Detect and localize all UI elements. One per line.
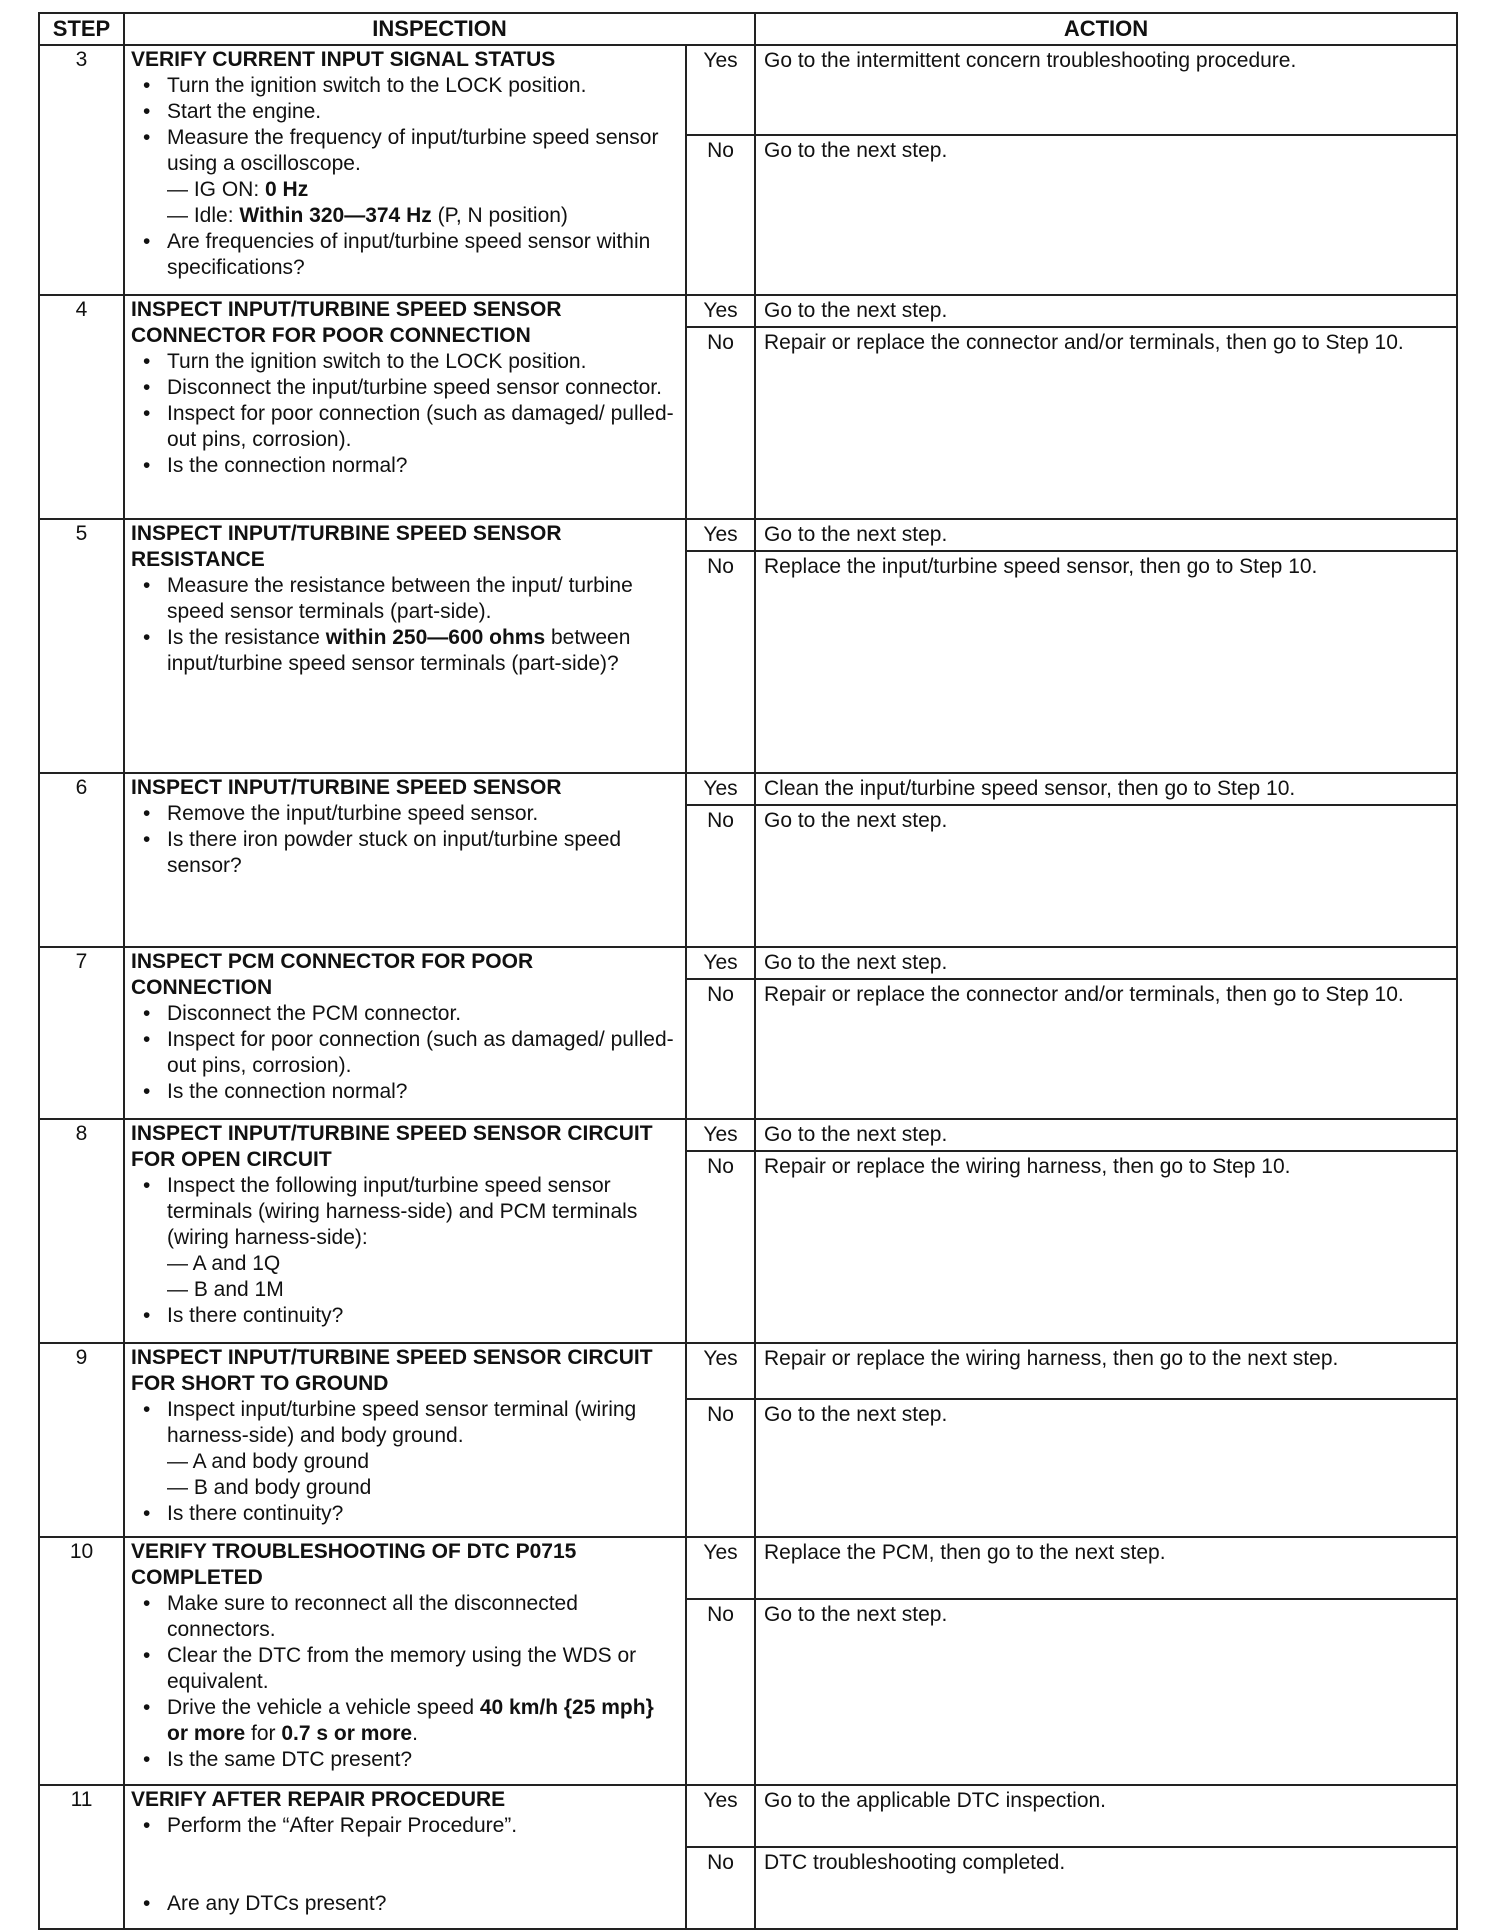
no-label: No xyxy=(686,1151,755,1343)
list-item: • Disconnect the PCM connector. xyxy=(167,1001,679,1027)
yes-action: Go to the intermittent concern troubleshooting procedure. xyxy=(755,45,1457,135)
yes-label: Yes xyxy=(686,1343,755,1399)
step-row-10-yes xyxy=(39,1537,1457,1599)
list-item: • Drive the vehicle a vehicle speed 40 km/h {25 mph} or more for 0.7 s or more. xyxy=(167,1695,679,1747)
yes-action: Clean the input/turbine speed sensor, then go to Step 10. xyxy=(755,773,1457,805)
no-action: Replace the input/turbine speed sensor, then go to Step 10. xyxy=(755,551,1457,773)
no-label: No xyxy=(686,327,755,519)
list-item: • Inspect input/turbine speed sensor terminal (wiring harness-side) and body ground. — A and body ground — B and body ground xyxy=(167,1397,679,1501)
no-label: No xyxy=(686,551,755,773)
inspection-cell xyxy=(124,1785,686,1929)
no-action: Repair or replace the connector and/or terminals, then go to Step 10. xyxy=(755,979,1457,1119)
header-action: ACTION xyxy=(755,13,1457,45)
inspection-title: INSPECT INPUT/TURBINE SPEED SENSOR CIRCUIT FOR SHORT TO GROUND xyxy=(131,1346,653,1395)
inspection-list xyxy=(131,349,679,479)
step-row-6-yes xyxy=(39,773,1457,805)
inspection-cell xyxy=(124,947,686,1119)
list-item: • Turn the ignition switch to the LOCK position. xyxy=(167,73,679,99)
step-row-9-yes xyxy=(39,1343,1457,1399)
yes-label: Yes xyxy=(686,773,755,805)
step-number: 5 xyxy=(39,519,124,773)
inspection-list xyxy=(131,1591,679,1773)
inspection-cell xyxy=(124,295,686,519)
list-item: • Is the connection normal? xyxy=(167,1079,679,1105)
no-label: No xyxy=(686,1399,755,1537)
list-item: • Make sure to reconnect all the disconnected connectors. xyxy=(167,1591,679,1643)
spacer xyxy=(131,1865,679,1891)
yes-label: Yes xyxy=(686,1537,755,1599)
header-inspection: INSPECTION xyxy=(124,13,755,45)
list-item: • Disconnect the input/turbine speed sensor connector. xyxy=(167,375,679,401)
yes-action: Go to the next step. xyxy=(755,519,1457,551)
step-number: 6 xyxy=(39,773,124,947)
inspection-list xyxy=(131,573,679,677)
no-action: Go to the next step. xyxy=(755,1399,1457,1537)
list-item: • Is there iron powder stuck on input/turbine speed sensor? xyxy=(167,827,679,879)
list-item: • Turn the ignition switch to the LOCK position. xyxy=(167,349,679,375)
list-item: • Inspect the following input/turbine speed sensor terminals (wiring harness-side) and PCM terminals (wiring harness-side): — A and 1Q — B and 1M xyxy=(167,1173,679,1303)
inspection-cell xyxy=(124,1343,686,1537)
step-number: 11 xyxy=(39,1785,124,1929)
inspection-cell xyxy=(124,519,686,773)
yes-action: Replace the PCM, then go to the next step. xyxy=(755,1537,1457,1599)
list-item: • Is the connection normal? xyxy=(167,453,679,479)
inspection-title: VERIFY TROUBLESHOOTING OF DTC P0715 COMPLETED xyxy=(131,1540,577,1589)
no-action: Go to the next step. xyxy=(755,135,1457,295)
step-row-7-yes xyxy=(39,947,1457,979)
step-number: 8 xyxy=(39,1119,124,1343)
spec-line: — IG ON: 0 Hz xyxy=(167,178,309,201)
header-row xyxy=(39,13,1457,45)
header-step: STEP xyxy=(39,13,124,45)
spec-line: — B and 1M xyxy=(167,1278,284,1301)
yes-label: Yes xyxy=(686,1119,755,1151)
inspection-list xyxy=(131,1397,679,1527)
yes-action: Go to the next step. xyxy=(755,1119,1457,1151)
spec-line: — A and body ground xyxy=(167,1450,369,1473)
spacer xyxy=(131,1839,679,1865)
list-item: • Is the same DTC present? xyxy=(167,1747,679,1773)
list-item: • Are any DTCs present? xyxy=(167,1891,679,1917)
inspection-title: VERIFY CURRENT INPUT SIGNAL STATUS xyxy=(131,48,556,71)
inspection-cell xyxy=(124,45,686,295)
yes-action: Go to the applicable DTC inspection. xyxy=(755,1785,1457,1847)
inspection-title: INSPECT INPUT/TURBINE SPEED SENSOR xyxy=(131,776,562,799)
list-item: • Inspect for poor connection (such as damaged/ pulled-out pins, corrosion). xyxy=(167,1027,679,1079)
step-number: 3 xyxy=(39,45,124,295)
list-item: • Clear the DTC from the memory using the WDS or equivalent. xyxy=(167,1643,679,1695)
list-item: • Is the resistance within 250—600 ohms between input/turbine speed sensor terminals (part-side)? xyxy=(167,625,679,677)
step-number: 7 xyxy=(39,947,124,1119)
step-number: 10 xyxy=(39,1537,124,1785)
no-action: DTC troubleshooting completed. xyxy=(755,1847,1457,1929)
step-row-11-yes xyxy=(39,1785,1457,1847)
list-item: • Remove the input/turbine speed sensor. xyxy=(167,801,679,827)
list-item: • Inspect for poor connection (such as damaged/ pulled-out pins, corrosion). xyxy=(167,401,679,453)
spec-line: — B and body ground xyxy=(167,1476,372,1499)
inspection-title: INSPECT INPUT/TURBINE SPEED SENSOR CIRCUIT FOR OPEN CIRCUIT xyxy=(131,1122,653,1171)
inspection-list xyxy=(131,1001,679,1105)
yes-label: Yes xyxy=(686,45,755,135)
step-row-8-yes xyxy=(39,1119,1457,1151)
yes-action: Repair or replace the wiring harness, then go to the next step. xyxy=(755,1343,1457,1399)
list-item: • Measure the resistance between the input/ turbine speed sensor terminals (part-side). xyxy=(167,573,679,625)
spec-line: — A and 1Q xyxy=(167,1252,281,1275)
inspection-list xyxy=(131,1891,679,1917)
inspection-cell xyxy=(124,1537,686,1785)
inspection-cell xyxy=(124,773,686,947)
step-number: 4 xyxy=(39,295,124,519)
list-item: • Are frequencies of input/turbine speed sensor within specifications? xyxy=(167,229,679,281)
inspection-title: VERIFY AFTER REPAIR PROCEDURE xyxy=(131,1788,506,1811)
no-action: Repair or replace the wiring harness, then go to Step 10. xyxy=(755,1151,1457,1343)
step-row-5-yes xyxy=(39,519,1457,551)
yes-label: Yes xyxy=(686,1785,755,1847)
list-item: • Is there continuity? xyxy=(167,1501,679,1527)
yes-label: Yes xyxy=(686,519,755,551)
no-action: Go to the next step. xyxy=(755,805,1457,947)
yes-label: Yes xyxy=(686,947,755,979)
yes-action: Go to the next step. xyxy=(755,295,1457,327)
inspection-title: INSPECT PCM CONNECTOR FOR POOR CONNECTION xyxy=(131,950,534,999)
list-item: • Perform the “After Repair Procedure”. xyxy=(167,1813,679,1839)
no-label: No xyxy=(686,1599,755,1785)
inspection-title: INSPECT INPUT/TURBINE SPEED SENSOR RESISTANCE xyxy=(131,522,562,571)
inspection-list xyxy=(131,801,679,879)
inspection-list xyxy=(131,73,679,281)
no-action: Repair or replace the connector and/or terminals, then go to Step 10. xyxy=(755,327,1457,519)
step-row-4-yes xyxy=(39,295,1457,327)
list-item: • Is there continuity? xyxy=(167,1303,679,1329)
inspection-list xyxy=(131,1173,679,1329)
no-label: No xyxy=(686,135,755,295)
no-label: No xyxy=(686,1847,755,1929)
list-item: • Measure the frequency of input/turbine speed sensor using a oscilloscope. — IG ON: 0 Hz — Idle: Within 320—374 Hz (P, N position) xyxy=(167,125,679,229)
troubleshooting-table xyxy=(38,12,1458,1930)
list-item: • Start the engine. xyxy=(167,99,679,125)
step-row-3-yes xyxy=(39,45,1457,135)
inspection-cell xyxy=(124,1119,686,1343)
yes-action: Go to the next step. xyxy=(755,947,1457,979)
spec-line: — Idle: Within 320—374 Hz (P, N position) xyxy=(167,204,568,227)
yes-label: Yes xyxy=(686,295,755,327)
step-number: 9 xyxy=(39,1343,124,1537)
inspection-list xyxy=(131,1813,679,1839)
inspection-title: INSPECT INPUT/TURBINE SPEED SENSOR CONNECTOR FOR POOR CONNECTION xyxy=(131,298,562,347)
no-label: No xyxy=(686,805,755,947)
no-action: Go to the next step. xyxy=(755,1599,1457,1785)
no-label: No xyxy=(686,979,755,1119)
